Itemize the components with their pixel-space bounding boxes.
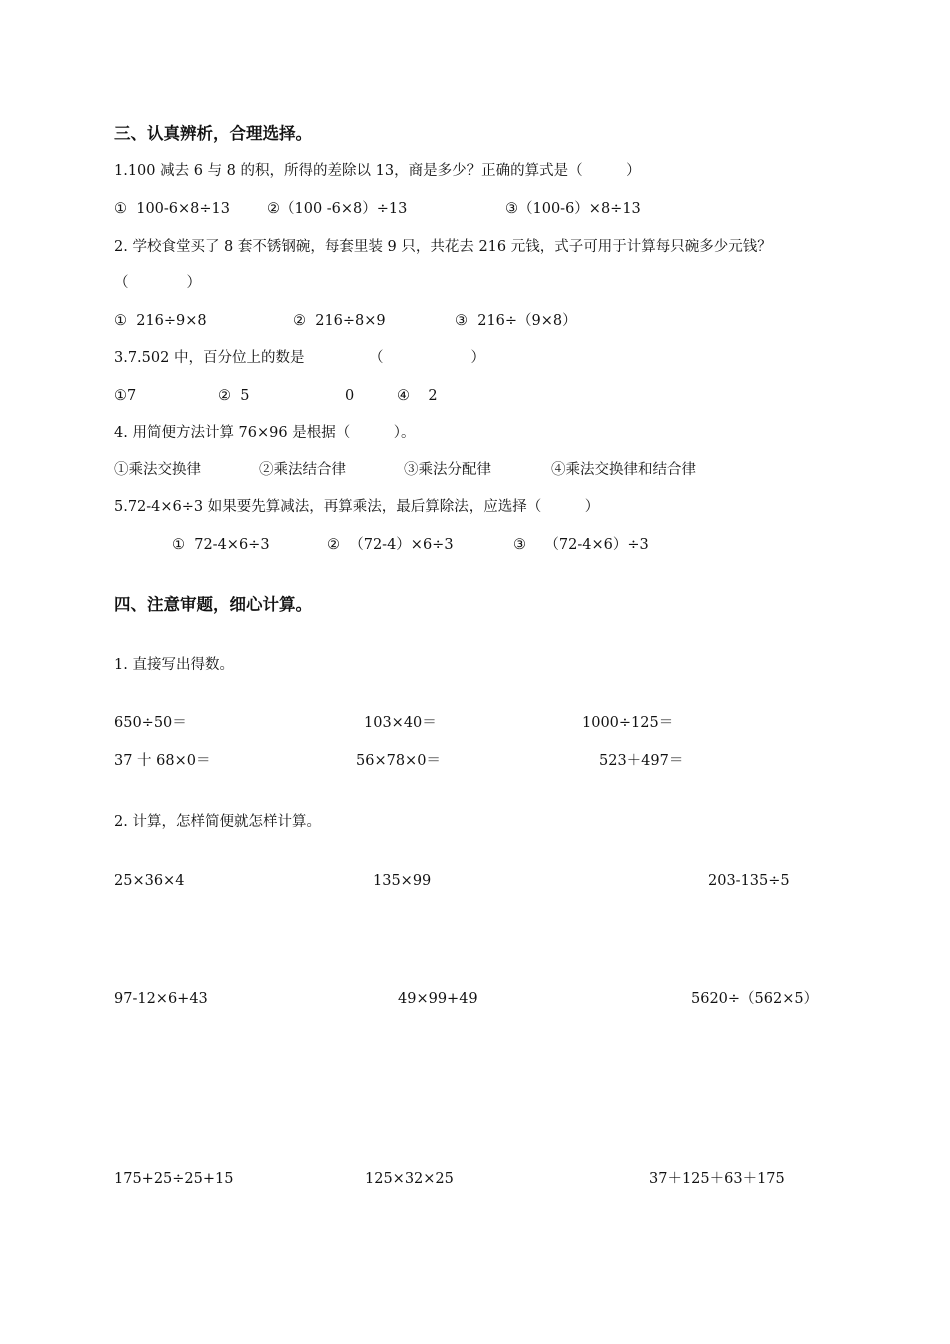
oral-calc-6: 523＋497＝ (599, 753, 684, 769)
q3-stem: 3.7.502 中，百分位上的数是 (114, 350, 305, 366)
oral-calc-2: 103×40＝ (364, 715, 437, 731)
q4-stem: 4. 用简便方法计算 76×96 是根据（ ）。 (114, 425, 416, 441)
q3-option-3: 0 (345, 388, 355, 404)
calc-1: 25×36×4 (114, 873, 185, 889)
calc-4: 97-12×6+43 (114, 991, 208, 1007)
calc-5: 49×99+49 (398, 991, 478, 1007)
section-4-title: 四、注意审题，细心计算。 (114, 595, 312, 614)
section-3-title: 三、认真辨析，合理选择。 (114, 124, 312, 143)
q2-stem: 2. 学校食堂买了 8 套不锈钢碗，每套里装 9 只，共花去 216 元钱，式子可用于计算每只碗多少元钱？ (114, 239, 772, 255)
q1-option-2: ②（100 -6×8）÷13 (267, 201, 408, 217)
oral-calc-4: 37 十 68×0＝ (114, 753, 211, 769)
q3-option-1: ①7 (114, 388, 137, 404)
calc-3: 203-135÷5 (708, 873, 790, 889)
oral-calc-1: 650÷50＝ (114, 715, 187, 731)
q2-option-3: ③ 216÷（9×8） (455, 313, 577, 329)
q1-option-1: ① 100-6×8÷13 (114, 201, 230, 217)
q3-option-4: ④ 2 (397, 388, 438, 404)
part2-title: 2. 计算，怎样简便就怎样计算。 (114, 814, 321, 830)
q5-stem: 5.72-4×6÷3 如果要先算减法，再算乘法，最后算除法，应选择（ ） (114, 499, 600, 515)
q4-option-4: ④乘法交换律和结合律 (551, 462, 696, 478)
oral-calc-3: 1000÷125＝ (582, 715, 674, 731)
q4-option-3: ③乘法分配律 (404, 462, 491, 478)
q5-option-3: ③ （72-4×6）÷3 (513, 537, 649, 553)
part1-title: 1. 直接写出得数。 (114, 657, 234, 673)
calc-2: 135×99 (373, 873, 432, 889)
q5-option-1: ① 72-4×6÷3 (172, 537, 270, 553)
calc-6: 5620÷（562×5） (691, 991, 819, 1007)
calc-8: 125×32×25 (365, 1171, 454, 1187)
q2-option-1: ① 216÷9×8 (114, 313, 207, 329)
q3-blank: （ ） (369, 350, 485, 366)
q1-stem: 1.100 减去 6 与 8 的积，所得的差除以 13，商是多少？正确的算式是（ ） (114, 163, 641, 179)
q2-option-2: ② 216÷8×9 (293, 313, 386, 329)
q4-option-2: ②乘法结合律 (259, 462, 346, 478)
calc-9: 37＋125＋63＋175 (649, 1171, 785, 1187)
q4-option-1: ①乘法交换律 (114, 462, 201, 478)
q1-option-3: ③（100-6）×8÷13 (505, 201, 641, 217)
q5-option-2: ② （72-4）×6÷3 (327, 537, 454, 553)
q3-option-2: ② 5 (218, 388, 250, 404)
oral-calc-5: 56×78×0＝ (356, 753, 441, 769)
calc-7: 175+25÷25+15 (114, 1171, 234, 1187)
q2-blank: （ ） (114, 275, 201, 291)
